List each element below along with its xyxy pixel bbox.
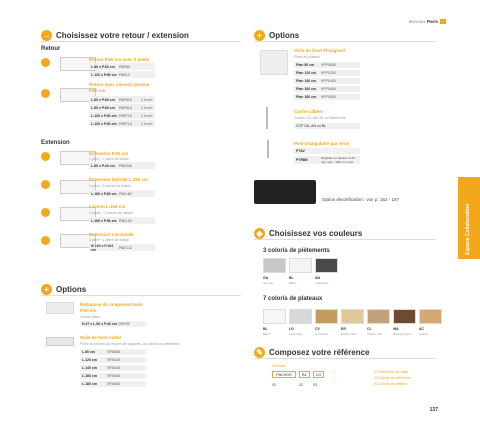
feet-name: Blanc [289,281,297,285]
top-name: Acacia [419,332,429,336]
table-row: Plan 160 cm VFP160X [294,86,360,92]
top-code: LG [289,327,294,331]
code-num: 02 [299,383,303,387]
table-row: L.140 cm VFM140 [80,365,146,371]
top-code: ER [341,327,346,331]
rehausse-note: Coloris blanc [80,315,101,319]
item-note: 1 pied + 1 barre de liaison [89,157,130,161]
table-row: L.160 cm VFM160 [80,373,146,379]
item-title: Extension latérale L.160 cm [89,177,149,182]
table-row: L.180 cm VFM180 [80,381,146,387]
liaison-icon [41,208,50,217]
retour-icon [41,58,50,67]
tops-heading: 7 coloris de plateaux [263,296,323,302]
brand-label: Bureaux Paris [408,19,438,24]
legend-item: 03 Coloris du plateau [374,382,408,386]
top-code: WA [393,327,399,331]
rehausse-subtitle: P.60 cm [80,308,97,313]
table-row: L.120 x P.60 cm PAR12 [89,71,155,78]
item-note: 1 pied + 1 barre de liaison [89,238,130,242]
top-swatch-3 [341,309,364,324]
extension-conviviale-icon [41,236,50,245]
feet-heading: 3 coloris de piètements [263,248,330,254]
code-feet: BL [299,371,310,378]
side-tab: Espace Collaboration [458,177,480,259]
item-title: Liaison L.160 cm [89,204,126,209]
foot-image [267,140,269,158]
retour-heading: Retour [41,46,61,52]
table-row: L.80 x P.60 cm PAR610 3 tiroirs [89,96,155,103]
feet-swatch-2 [315,258,338,273]
top-swatch-0 [263,309,286,324]
legend-item: 02 Coloris du piètement [374,376,411,380]
top-code: CL [367,327,372,331]
example-label: Exemple [272,364,286,368]
plus-icon: + [41,284,52,295]
top-swatch-5 [393,309,416,324]
plexi-note: Fixée au plateau [294,55,320,59]
electrification-note: Option électrification : voir p. 162 - 167 [322,197,400,202]
section-title: Choisissez votre retour / extension [56,31,189,40]
page-number: 137 [429,407,438,413]
table-row: L.80 x P.60 cm PAR60 [89,63,155,70]
item-note: 1 pied + 2 barres de liaison [89,184,132,188]
plexi-title: Voile de fond Plexiglas® [294,48,346,53]
section-header-options-left [41,284,241,296]
top-code: BL [263,327,268,331]
top-name: Chêne clair [367,332,383,336]
section-header-compose [254,347,436,359]
voile-note: Fixée au bureau au moyen de supports, au coloris du piètement [80,342,180,346]
caisson-icon [41,89,50,98]
pencil-icon: ✎ [254,347,265,358]
table-row: L.120 cm VFM120 [80,357,146,363]
feet-code: AN [315,276,321,280]
section-header-retour [41,30,241,42]
top-code: CV [315,327,320,331]
table-row: Plan 80 cm VFP080X [294,62,360,68]
top-swatch-1 [289,309,312,324]
table-row: CCP GA, AN ou BL [294,123,360,129]
cache-title: Cache-câbles [294,109,324,114]
section-title: Options [56,285,87,294]
item-title: Retour avec caisson porteur [89,82,150,87]
cache-note: Coloris GA, AN, BL ou Blanc/Gris [294,116,346,120]
table-row: L.80 cm VFM080 [80,349,146,355]
top-name: Canadian [315,332,328,336]
top-swatch-2 [315,309,338,324]
top-name: Blanc [263,332,271,336]
feet-code: BL [289,276,294,280]
feet-code: GA [263,276,269,280]
top-swatch-6 [419,309,442,324]
rehausse-title: Rehausse de rangement bois [80,302,143,307]
top-code: AC [419,327,425,331]
feet-swatch-1 [289,258,312,273]
item-title: Extension conviviale [89,232,134,237]
section-title: Composez votre référence [269,348,370,357]
table-row: L.120 x P.60 cm PAR710 3 tiroirs [89,112,155,119]
table-row: PTAV [294,148,360,154]
extension-laterale-icon [41,180,50,189]
legend-item: 01 Référence de base [374,370,409,374]
table-row: PTRBE Réglable en hauteur 0-40 mm max. / 360 mm max. [294,156,360,164]
table-row: Plan 180 cm VFP180X [294,94,360,100]
section-header-options-right [254,30,436,42]
palette-icon: ◆ [254,228,265,239]
code-top: LG [313,371,324,378]
table-row: Plan 140 cm VFP140X [294,78,360,84]
section-title: Choisissez vos couleurs [269,229,363,238]
rehausse-image [46,302,74,314]
electrification-image [254,180,316,204]
pied-title: Pied triangulaire par vérin [294,141,350,146]
table-row: L.160 x P.60 cm PAEL60 [89,190,155,197]
extension-heading: Extension [41,140,70,146]
table-row: Plan 120 cm VFP120X [294,70,360,76]
feet-name: Gris alu [263,281,274,285]
brand-square [440,19,446,24]
table-row: L.80 x P.60 cm PAR614 3 tiroirs [89,104,155,111]
table-row: L.80 x P.40 cm PAEX40 [89,162,155,169]
top-swatch-4 [367,309,390,324]
voile-title: Voile de fond métal [80,335,121,340]
feet-swatch-0 [263,258,286,273]
feet-name: Anthracite [315,281,329,285]
item-subtitle: P.60 cm [89,88,106,93]
code-base: PAC90G [272,371,296,378]
table-row: L.160 x P.80 cm PAEL16 [89,217,155,224]
extension-icon [41,152,50,161]
cable-cover-image [266,107,268,129]
item-title: Retour P.60 cm avec 2 pieds [89,57,150,62]
code-num: 01 [272,383,276,387]
top-name: Light Gray [289,332,303,336]
plus-icon: + [254,30,265,41]
arrow-right-icon: → [42,31,51,40]
table-row: L.120 x P.60 cm PAR714 3 tiroirs [89,120,155,127]
top-name: Érable clair [341,332,357,336]
item-note: 2 pieds + 2 barres de liaison [89,211,133,215]
code-num: 03 [313,383,317,387]
table-row: H.37 x L.80 x P.40 cm CRH78 [80,321,146,327]
item-title: Extension P.60 cm [89,151,129,156]
plexi-image [260,50,288,75]
section-title: Options [269,31,300,40]
table-row: Ø 120 x P.104 cm PAEC12 [89,244,155,251]
section-header-colors [254,228,436,240]
voile-image [46,337,74,346]
top-name: Walnut Ambre [393,332,412,336]
